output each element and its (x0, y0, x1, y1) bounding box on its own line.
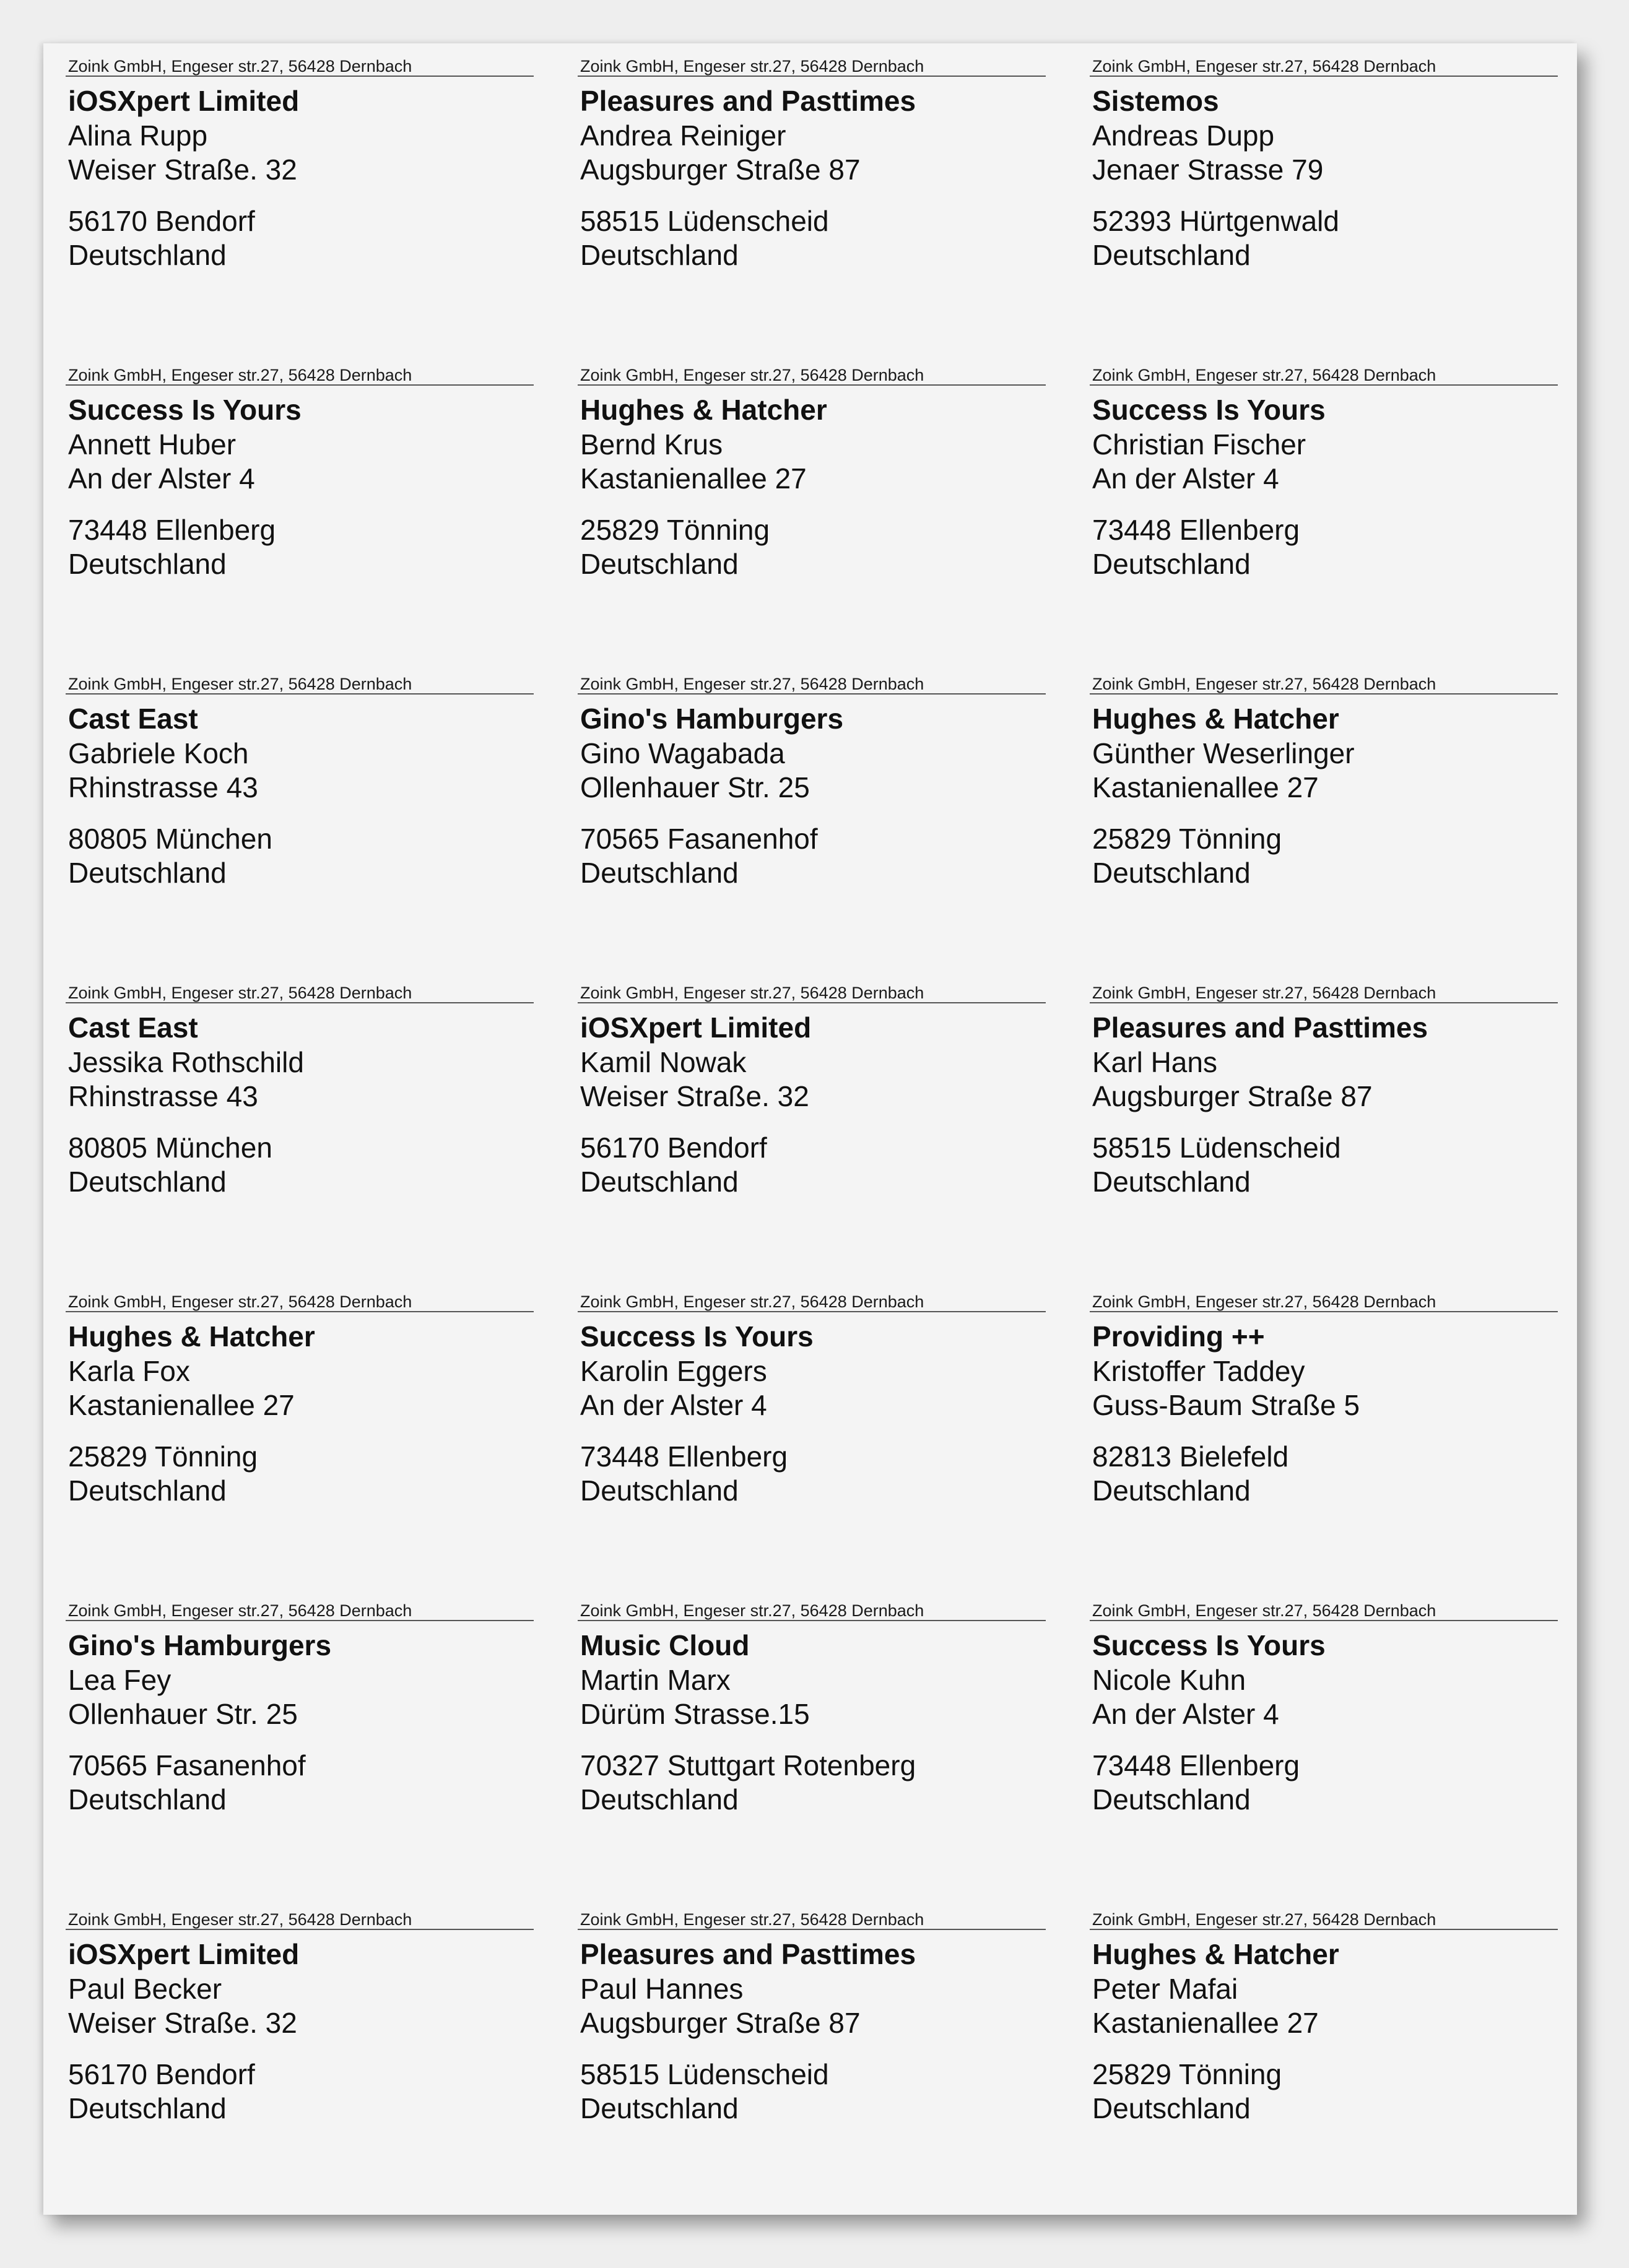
recipient-name: Karolin Eggers (580, 1355, 767, 1387)
recipient-country: Deutschland (580, 548, 739, 580)
sender-return-address: Zoink GmbH, Engeser str.27, 56428 Dernbach (66, 982, 534, 1003)
recipient-city: 73448 Ellenberg (68, 514, 276, 546)
recipient-city: 58515 Lüdenscheid (580, 2058, 829, 2090)
address-label (578, 56, 1046, 365)
recipient-name: Lea Fey (68, 1664, 172, 1696)
recipient-name: Andreas Dupp (1092, 119, 1275, 152)
recipient-street: Weiser Straße. 32 (68, 2007, 297, 2039)
address-spacer (580, 1731, 1046, 1749)
address-label (66, 56, 534, 365)
label-sheet (43, 43, 1577, 2215)
recipient-country: Deutschland (580, 239, 739, 271)
address-label (1090, 365, 1558, 673)
address-spacer (1092, 496, 1558, 513)
recipient-company: Cast East (68, 703, 198, 735)
sender-return-address: Zoink GmbH, Engeser str.27, 56428 Dernbach (66, 56, 534, 77)
sender-return-address: Zoink GmbH, Engeser str.27, 56428 Dernbach (578, 56, 1046, 77)
recipient-street: An der Alster 4 (1092, 462, 1279, 495)
recipient-name: Andrea Reiniger (580, 119, 786, 152)
sender-return-address: Zoink GmbH, Engeser str.27, 56428 Dernbach (1090, 1600, 1558, 1621)
sender-return-address: Zoink GmbH, Engeser str.27, 56428 Dernbach (578, 982, 1046, 1003)
address-spacer (580, 805, 1046, 822)
recipient-name: Paul Becker (68, 1973, 222, 2005)
recipient-city: 25829 Tönning (580, 514, 770, 546)
address-label (66, 982, 534, 1291)
recipient-city: 56170 Bendorf (580, 1132, 767, 1164)
recipient-company: Pleasures and Pasttimes (580, 1938, 916, 1970)
address-label (1090, 982, 1558, 1291)
recipient-street: Jenaer Strasse 79 (1092, 154, 1324, 186)
sender-return-address: Zoink GmbH, Engeser str.27, 56428 Dernbach (66, 1291, 534, 1312)
recipient-country: Deutschland (1092, 2092, 1251, 2124)
recipient-company: Pleasures and Pasttimes (1092, 1011, 1428, 1044)
recipient-company: Pleasures and Pasttimes (580, 85, 916, 117)
recipient-name: Gino Wagabada (580, 737, 785, 769)
recipient-name: Kamil Nowak (580, 1046, 747, 1078)
recipient-city: 70327 Stuttgart Rotenberg (580, 1749, 916, 1781)
address-spacer (580, 2040, 1046, 2058)
recipient-company: Sistemos (1092, 85, 1219, 117)
sender-return-address: Zoink GmbH, Engeser str.27, 56428 Dernbach (1090, 1909, 1558, 1930)
address-spacer (1092, 2040, 1558, 2058)
address-spacer (68, 805, 534, 822)
recipient-company: Hughes & Hatcher (580, 394, 827, 426)
recipient-country: Deutschland (580, 1166, 739, 1198)
recipient-company: Success Is Yours (68, 394, 302, 426)
recipient-country: Deutschland (580, 1474, 739, 1507)
address-label (1090, 673, 1558, 982)
address-spacer (68, 496, 534, 513)
sender-return-address: Zoink GmbH, Engeser str.27, 56428 Dernbach (1090, 56, 1558, 77)
recipient-street: Kastanienallee 27 (1092, 771, 1319, 803)
address-label (66, 1291, 534, 1600)
address-label (66, 673, 534, 982)
recipient-city: 56170 Bendorf (68, 205, 255, 237)
recipient-street: Weiser Straße. 32 (580, 1080, 809, 1112)
address-spacer (580, 1422, 1046, 1440)
recipient-street: Rhinstrasse 43 (68, 1080, 258, 1112)
address-label (578, 1600, 1046, 1909)
recipient-company: Hughes & Hatcher (1092, 1938, 1339, 1970)
recipient-city: 70565 Fasanenhof (580, 823, 818, 855)
sender-return-address: Zoink GmbH, Engeser str.27, 56428 Dernbach (66, 1600, 534, 1621)
sender-return-address: Zoink GmbH, Engeser str.27, 56428 Dernbach (1090, 982, 1558, 1003)
recipient-city: 73448 Ellenberg (1092, 514, 1300, 546)
recipient-country: Deutschland (68, 2092, 227, 2124)
address-label (1090, 56, 1558, 365)
recipient-name: Nicole Kuhn (1092, 1664, 1246, 1696)
recipient-country: Deutschland (68, 1783, 227, 1816)
recipient-city: 73448 Ellenberg (1092, 1749, 1300, 1781)
recipient-name: Karl Hans (1092, 1046, 1217, 1078)
recipient-street: An der Alster 4 (1092, 1698, 1279, 1730)
recipient-company: Success Is Yours (1092, 1629, 1326, 1661)
sender-return-address: Zoink GmbH, Engeser str.27, 56428 Dernbach (66, 365, 534, 386)
recipient-company: Hughes & Hatcher (1092, 703, 1339, 735)
recipient-name: Kristoffer Taddey (1092, 1355, 1305, 1387)
recipient-street: Kastanienallee 27 (68, 1389, 295, 1421)
recipient-city: 25829 Tönning (1092, 2058, 1282, 2090)
recipient-street: Ollenhauer Str. 25 (68, 1698, 298, 1730)
recipient-street: Guss-Baum Straße 5 (1092, 1389, 1360, 1421)
recipient-name: Alina Rupp (68, 119, 208, 152)
recipient-name: Karla Fox (68, 1355, 190, 1387)
address-spacer (68, 1422, 534, 1440)
address-label (1090, 1600, 1558, 1909)
recipient-street: An der Alster 4 (68, 462, 255, 495)
recipient-city: 70565 Fasanenhof (68, 1749, 306, 1781)
label-grid (66, 56, 1558, 2218)
recipient-name: Günther Weserlinger (1092, 737, 1355, 769)
recipient-city: 25829 Tönning (68, 1440, 258, 1473)
address-label (66, 1600, 534, 1909)
recipient-country: Deutschland (1092, 1474, 1251, 1507)
recipient-country: Deutschland (1092, 1166, 1251, 1198)
recipient-company: iOSXpert Limited (68, 1938, 300, 1970)
address-spacer (1092, 805, 1558, 822)
recipient-country: Deutschland (68, 857, 227, 889)
recipient-company: Gino's Hamburgers (68, 1629, 332, 1661)
address-spacer (580, 1114, 1046, 1131)
address-spacer (580, 496, 1046, 513)
recipient-name: Bernd Krus (580, 428, 723, 461)
recipient-street: Weiser Straße. 32 (68, 154, 297, 186)
recipient-city: 52393 Hürtgenwald (1092, 205, 1339, 237)
address-spacer (68, 2040, 534, 2058)
recipient-company: Hughes & Hatcher (68, 1320, 315, 1353)
recipient-country: Deutschland (1092, 857, 1251, 889)
sender-return-address: Zoink GmbH, Engeser str.27, 56428 Dernbach (66, 1909, 534, 1930)
address-spacer (68, 187, 534, 204)
recipient-street: Augsburger Straße 87 (580, 2007, 861, 2039)
recipient-country: Deutschland (580, 857, 739, 889)
sender-return-address: Zoink GmbH, Engeser str.27, 56428 Dernbach (1090, 673, 1558, 695)
recipient-company: Gino's Hamburgers (580, 703, 844, 735)
sender-return-address: Zoink GmbH, Engeser str.27, 56428 Dernbach (1090, 1291, 1558, 1312)
address-label (1090, 1909, 1558, 2218)
recipient-name: Paul Hannes (580, 1973, 744, 2005)
recipient-city: 73448 Ellenberg (580, 1440, 788, 1473)
recipient-street: An der Alster 4 (580, 1389, 767, 1421)
address-label (578, 673, 1046, 982)
recipient-company: Providing ++ (1092, 1320, 1265, 1353)
recipient-city: 82813 Bielefeld (1092, 1440, 1289, 1473)
recipient-company: Success Is Yours (580, 1320, 814, 1353)
sender-return-address: Zoink GmbH, Engeser str.27, 56428 Dernbach (66, 673, 534, 695)
recipient-city: 25829 Tönning (1092, 823, 1282, 855)
sender-return-address: Zoink GmbH, Engeser str.27, 56428 Dernbach (578, 673, 1046, 695)
recipient-company: Music Cloud (580, 1629, 750, 1661)
sender-return-address: Zoink GmbH, Engeser str.27, 56428 Dernbach (578, 1600, 1046, 1621)
recipient-street: Kastanienallee 27 (580, 462, 807, 495)
recipient-company: Success Is Yours (1092, 394, 1326, 426)
recipient-street: Augsburger Straße 87 (1092, 1080, 1373, 1112)
recipient-street: Rhinstrasse 43 (68, 771, 258, 803)
recipient-country: Deutschland (68, 548, 227, 580)
recipient-street: Ollenhauer Str. 25 (580, 771, 810, 803)
recipient-street: Augsburger Straße 87 (580, 154, 861, 186)
recipient-street: Dürüm Strasse.15 (580, 1698, 810, 1730)
address-spacer (68, 1731, 534, 1749)
address-spacer (1092, 1114, 1558, 1131)
address-label (578, 365, 1046, 673)
address-spacer (580, 187, 1046, 204)
recipient-name: Christian Fischer (1092, 428, 1306, 461)
recipient-country: Deutschland (68, 1166, 227, 1198)
address-label (578, 982, 1046, 1291)
recipient-name: Peter Mafai (1092, 1973, 1238, 2005)
recipient-company: iOSXpert Limited (68, 85, 300, 117)
sender-return-address: Zoink GmbH, Engeser str.27, 56428 Dernbach (578, 365, 1046, 386)
recipient-country: Deutschland (580, 1783, 739, 1816)
address-label (66, 1909, 534, 2218)
recipient-company: Cast East (68, 1011, 198, 1044)
address-label (66, 365, 534, 673)
recipient-city: 58515 Lüdenscheid (580, 205, 829, 237)
recipient-country: Deutschland (68, 239, 227, 271)
recipient-name: Gabriele Koch (68, 737, 249, 769)
sender-return-address: Zoink GmbH, Engeser str.27, 56428 Dernbach (1090, 365, 1558, 386)
address-spacer (68, 1114, 534, 1131)
recipient-country: Deutschland (1092, 1783, 1251, 1816)
address-spacer (1092, 1422, 1558, 1440)
recipient-city: 80805 München (68, 1132, 272, 1164)
address-label (1090, 1291, 1558, 1600)
recipient-company: iOSXpert Limited (580, 1011, 812, 1044)
address-label (578, 1291, 1046, 1600)
recipient-country: Deutschland (68, 1474, 227, 1507)
address-spacer (1092, 187, 1558, 204)
recipient-country: Deutschland (580, 2092, 739, 2124)
address-spacer (1092, 1731, 1558, 1749)
recipient-country: Deutschland (1092, 239, 1251, 271)
recipient-city: 80805 München (68, 823, 272, 855)
address-label (578, 1909, 1046, 2218)
recipient-country: Deutschland (1092, 548, 1251, 580)
recipient-name: Jessika Rothschild (68, 1046, 304, 1078)
recipient-street: Kastanienallee 27 (1092, 2007, 1319, 2039)
recipient-city: 56170 Bendorf (68, 2058, 255, 2090)
sender-return-address: Zoink GmbH, Engeser str.27, 56428 Dernbach (578, 1909, 1046, 1930)
recipient-city: 58515 Lüdenscheid (1092, 1132, 1341, 1164)
recipient-name: Martin Marx (580, 1664, 731, 1696)
recipient-name: Annett Huber (68, 428, 237, 461)
sender-return-address: Zoink GmbH, Engeser str.27, 56428 Dernbach (578, 1291, 1046, 1312)
